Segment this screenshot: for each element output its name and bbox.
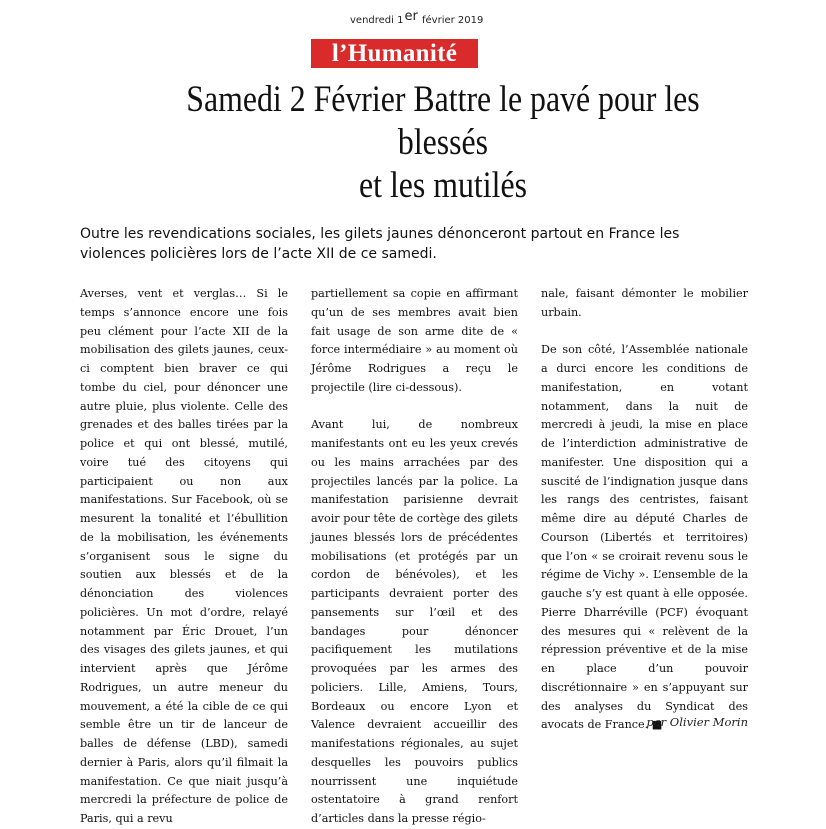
paragraph: De son côté, l’Assemblée nationale a durci encore les conditions de manifestation, en votant notamment, dans la nuit de mercredi à jeudi, la mise en place de l’interdiction administrative de manifester. Une disposition qui a suscité de l’indignation jusque dans les rangs des centristes, faisant même dire au député Charles de Courson (Libertés et territoires) que l’on « se croirait revenu sous le régime de Vichy ». L’ensemble de la gauche s’y est quant à elle opposée. Pierre Dharréville (PCF) évoquant des mesures qui « relèvent de la répression préventive et de la mise en place d’un pouvoir discrétionnaire » en s’appuyant sur des analyses du Syndicat des avocats de France. ■ [541,343,748,732]
date-prefix: vendredi 1 [350,15,404,26]
article-lead: Outre les revendications sociales, les gilets jaunes dénonceront partout en France les violences policières lors de l’acte XII de ce samedi. [80,226,680,262]
article-column-2 [311,285,518,829]
paragraph: Avant lui, de nombreux manifestants ont eu les yeux crevés ou les mains arrachées par des projectiles lancés par la police. La manifestation parisienne devrait avoir pour tête de cortège des gilets jaunes blessés lors de précédentes mobilisations (et protégés par un cordon de bénévoles), et les participants devraient porter des pansements sur l’œil et des bandages pour dénoncer pacifiquement les mutilations provoquées par les armes des policiers. Lille, Amiens, Tours, Bordeaux ou encore Lyon et Valence devraient accueillir des manifestations régionales, au sujet desquelles les pouvoirs publics nourrissent une inquiétude ostentatoire à grand renfort d’articles dans la presse régio- [311,418,518,825]
article-column-1 [80,285,288,829]
headline-line-1: Samedi 2 Février Battre le pavé pour les blessés [186,79,700,163]
article-headline [157,78,730,207]
article-column-3 [541,285,748,735]
paragraph: Averses, vent et verglas… Si le temps s’annonce encore une fois peu clément pour l’acte XII de la mobilisation des gilets jaunes, ceux-ci comptent bien braver ce qui tombe du ciel, pour dénoncer une autre pluie, plus violente. Celle des grenades et des balles tirées par la police et qui ont blessé, mutilé, voire tué des citoyens qui participaient ou non aux manifestations. Sur Facebook, où se mesurent la tonalité et l’ébullition de la mobilisation, les événements s’organisent sous le signe du soutien aux blessés et de la dénonciation des violences policières. Un mot d’ordre, relayé notamment par Éric Drouet, l’un des visages des gilets jaunes, et qui intervient après que Jérôme Rodrigues, un autre meneur du mouvement, a été la cible de ce qui semble être un tir de lanceur de balles de défense (LBD), samedi dernier à Paris, alors qu’il filmait la manifestation. Ce que niait jusqu’à mercredi la préfecture de police de Paris, qui a revu [80,287,288,825]
headline-line-2: et les mutilés [359,165,527,206]
article-byline: par Olivier Morin [646,715,748,729]
publication-date [350,9,484,27]
date-ordinal: er [404,9,418,24]
publication-logo: l’Humanité [311,39,478,68]
date-suffix: février 2019 [422,15,484,26]
paragraph: partiellement sa copie en affirmant qu’un de ses membres avait bien fait usage de son arme dite de « force intermédiaire » au moment où Jérôme Rodrigues a reçu le projectile (lire ci-dessous). [311,287,518,394]
paragraph: nale, faisant démonter le mobilier urbain. [541,287,748,319]
